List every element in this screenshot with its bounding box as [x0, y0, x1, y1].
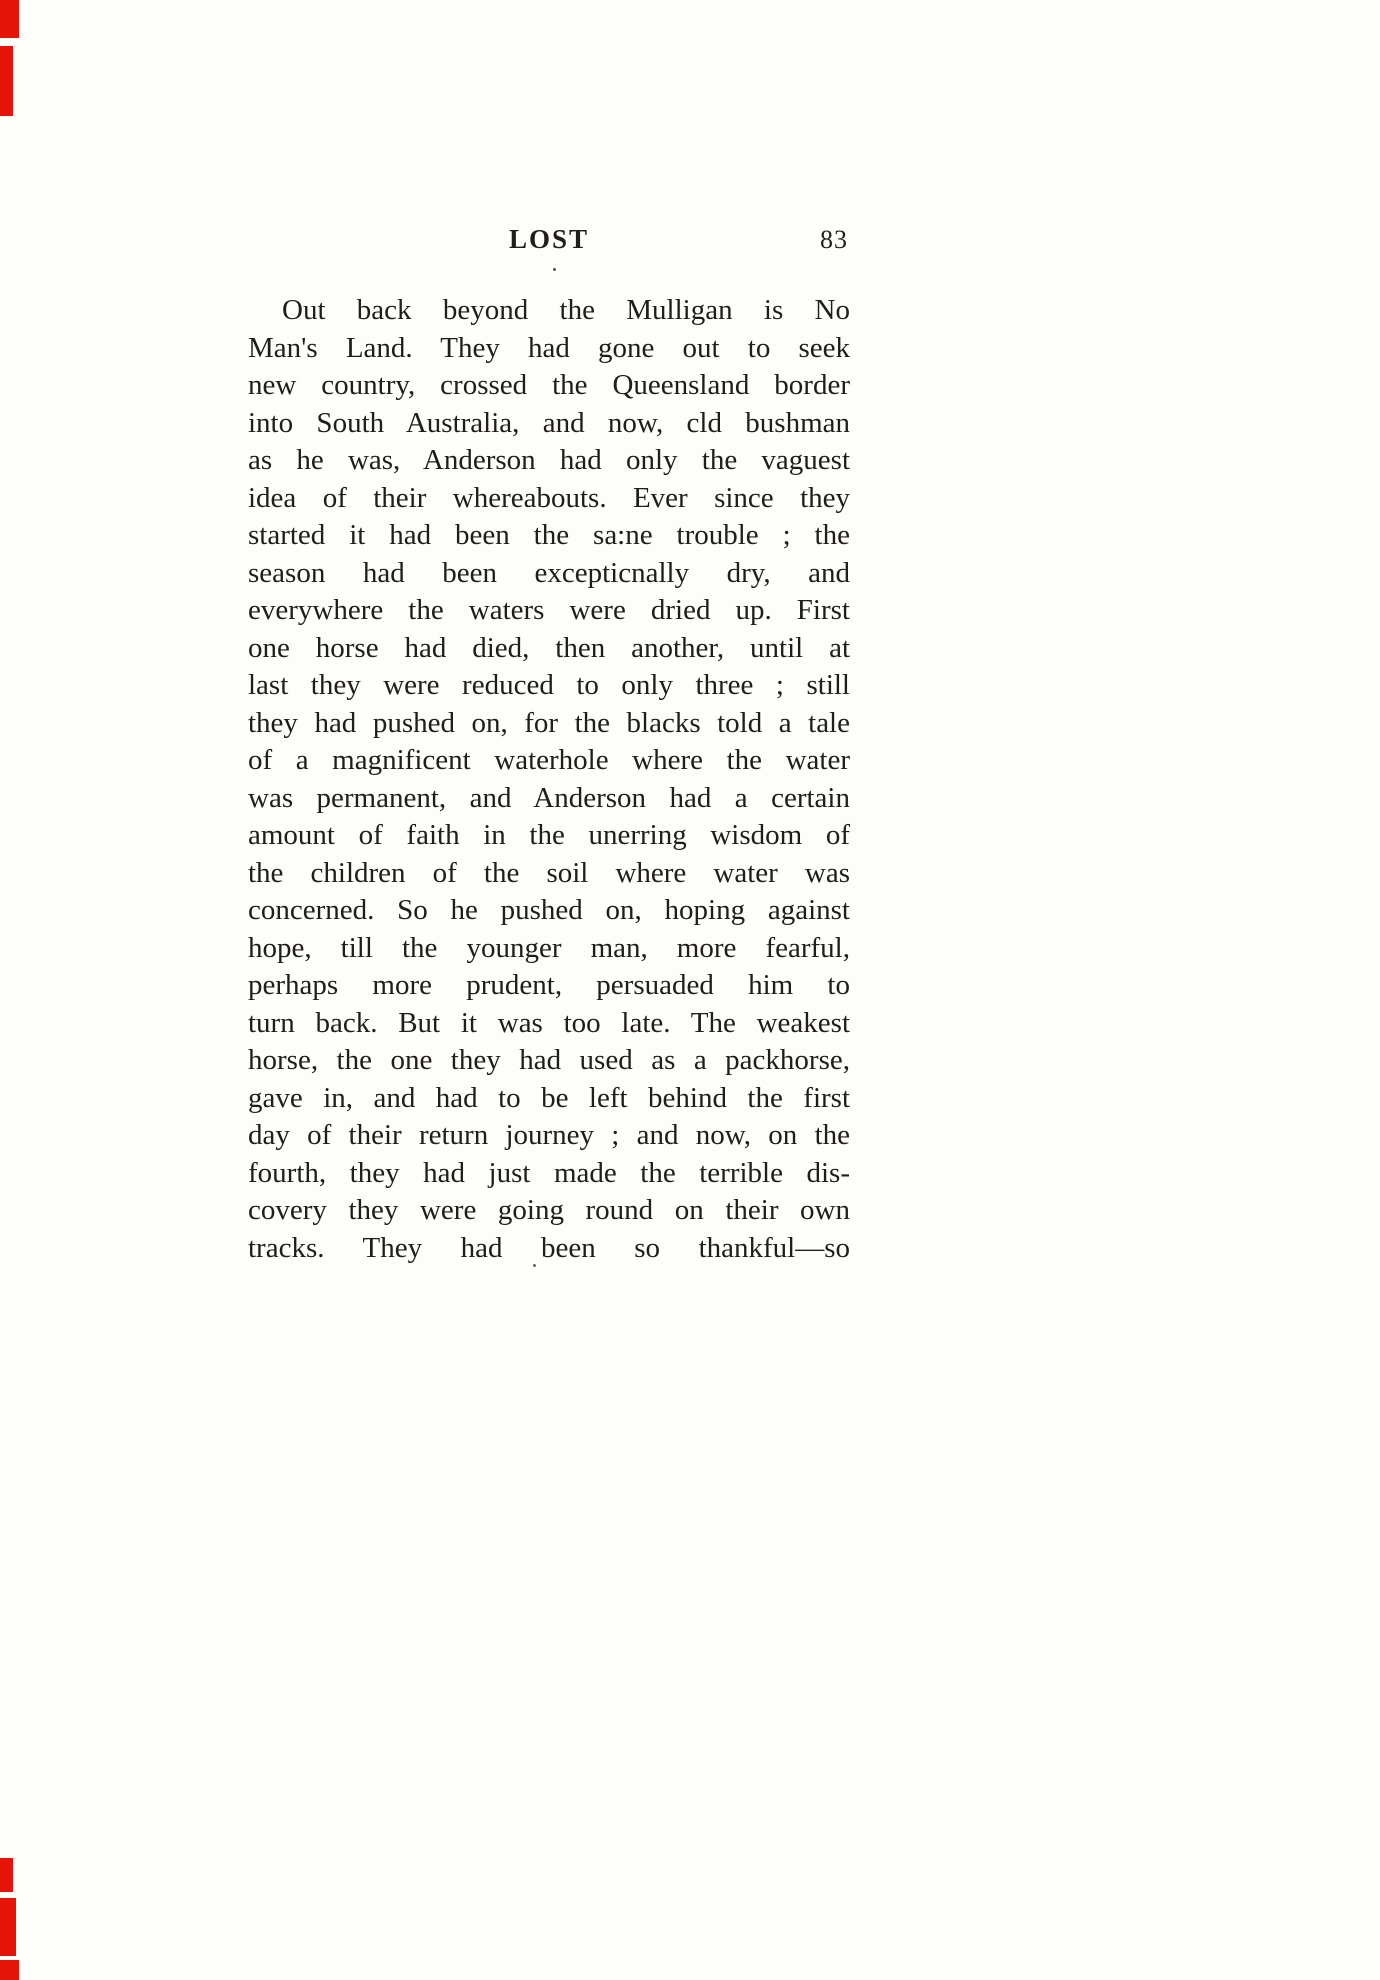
- text-line: covery they were going round on their own: [248, 1194, 850, 1226]
- running-head-title: LOST: [508, 224, 590, 254]
- text-line: was permanent, and Anderson had a certain: [248, 781, 850, 814]
- scan-edge-artifact-bottom-3: [0, 1960, 19, 1980]
- text-line: hope, till the younger man, more fearful,: [248, 931, 850, 964]
- text-line: perhaps more prudent, persuaded him to: [248, 969, 850, 1001]
- text-line: gave in, and had to be left behind the first: [248, 1081, 850, 1114]
- text-line: of a magnificent waterhole where the water: [248, 744, 850, 776]
- text-line: Out back beyond the Mulligan is No: [282, 294, 850, 326]
- text-line: everywhere the waters were dried up. First: [248, 594, 850, 626]
- text-line: new country, crossed the Queensland border: [248, 369, 850, 401]
- text-line: idea of their whereabouts. Ever since they: [248, 481, 850, 514]
- text-column: [248, 224, 850, 1267]
- scan-edge-artifact-bottom-2: [0, 1898, 16, 1956]
- text-line: tracks. They had been so thankful—so: [248, 1231, 850, 1264]
- text-line: started it had been the sa:ne trouble ; the: [248, 519, 850, 551]
- text-line: Man's Land. They had gone out to seek: [248, 331, 850, 364]
- scan-edge-artifact-top-2: [0, 46, 13, 116]
- text-line: fourth, they had just made the terrible dis-: [248, 1156, 850, 1189]
- text-line: one horse had died, then another, until at: [248, 631, 850, 664]
- text-line: into South Australia, and now, cld bushman: [248, 406, 850, 439]
- scan-edge-artifact-top-1: [0, 0, 19, 38]
- page-number: 83: [820, 225, 848, 254]
- text-line: as he was, Anderson had only the vaguest: [248, 444, 850, 476]
- scan-dot-artifact: [533, 1264, 536, 1267]
- text-line: amount of faith in the unerring wisdom of: [248, 819, 850, 851]
- text-line: the children of the soil where water was: [248, 856, 850, 889]
- scan-edge-artifact-bottom-1: [0, 1858, 13, 1892]
- text-line: season had been excepticnally dry, and: [248, 556, 850, 589]
- scan-dot-artifact: [553, 268, 556, 271]
- text-line: they had pushed on, for the blacks told a tale: [248, 706, 850, 739]
- text-line: day of their return journey ; and now, on the: [248, 1119, 850, 1151]
- text-line: horse, the one they had used as a packhorse,: [248, 1044, 850, 1076]
- paragraph: [248, 292, 850, 1267]
- text-line: concerned. So he pushed on, hoping against: [248, 894, 850, 926]
- text-line: turn back. But it was too late. The weakest: [248, 1006, 850, 1039]
- page-header: [248, 224, 850, 264]
- text-line: last they were reduced to only three ; still: [248, 669, 850, 701]
